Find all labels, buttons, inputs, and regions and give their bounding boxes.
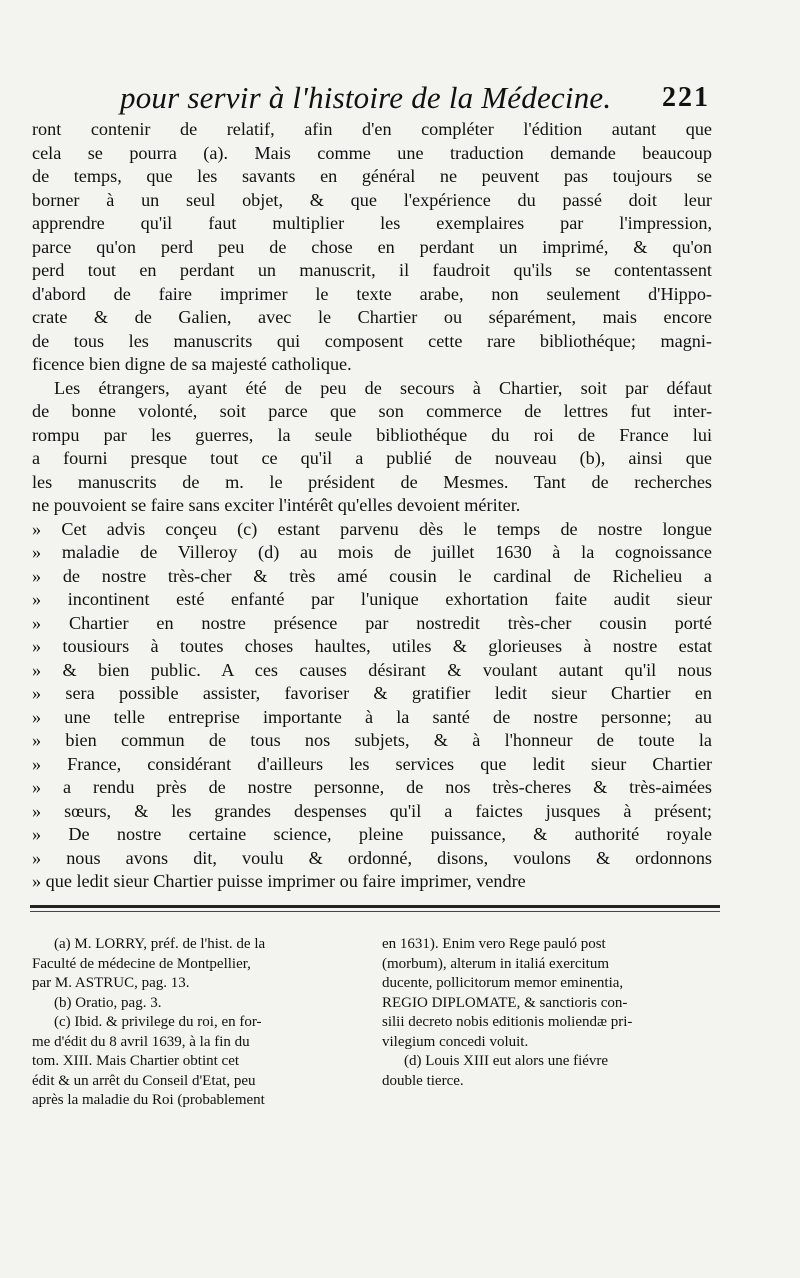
footnote-line: REGIO DIPLOMATE, & sanctioris con- (382, 994, 628, 1011)
text-line: » Chartier en nostre présence par nostredit très-cher cousin porté (32, 612, 712, 633)
footnote-line: vilegium concedi voluit. (382, 1033, 529, 1050)
text-line: » Cet advis conçeu (c) estant parvenu dès le temps de nostre longue (32, 518, 712, 539)
footnote-line: ducente, pollicitorum memor eminentia, (382, 975, 624, 991)
text-line: apprendre qu'il faut multiplier les exemplaires par l'impression, (32, 213, 712, 233)
separator-thin-rule (30, 911, 720, 912)
footnote-line: double tierce. (382, 1072, 464, 1089)
text-line: » France, considérant d'ailleurs les services que ledit sieur Chartier (32, 753, 712, 774)
footnote-line: en 1631). Enim vero Rege pauló post (382, 936, 606, 952)
text-line: crate & de Galien, avec le Chartier ou séparément, mais encore (32, 307, 712, 327)
text-line: d'abord de faire imprimer le texte arabe, non seulement d'Hippo- (32, 283, 712, 304)
text-line: » bien commun de tous nos subjets, & à l'honneur de toute la (32, 730, 712, 750)
footnote-line: (a) M. LORRY, préf. de l'hist. de la (54, 936, 266, 952)
footnotes (32, 935, 722, 1115)
text-line: cela se pourra (a). Mais comme une traduction demande beaucoup (32, 142, 712, 163)
text-line: » & bien public. A ces causes désirant & voulant autant qu'il nous (32, 659, 712, 680)
page-number: 221 (662, 82, 710, 113)
text-line: les manuscrits de m. le président de Mesmes. Tant de recherches (32, 471, 712, 492)
main-text (32, 118, 712, 894)
text-line: » maladie de Villeroy (d) au mois de juillet 1630 à la cognoissance (32, 542, 712, 562)
text-line: de bonne volonté, soit parce que son commerce de lettres fut inter- (32, 401, 712, 421)
footnotes-right-column (382, 935, 710, 1091)
footnote-line: tom. XIII. Mais Chartier obtint cet (32, 1053, 240, 1069)
text-line: ne pouvoient se faire sans exciter l'intérêt qu'elles devoient mériter. (32, 495, 521, 515)
text-line: » De nostre certaine science, pleine puissance, & authorité royale (32, 824, 712, 844)
running-title: pour servir à l'histoire de la Médecine. (120, 80, 612, 115)
footnotes-left-column (32, 935, 360, 1111)
text-line: borner à un seul objet, & que l'expérience du passé doit leur (32, 189, 712, 210)
text-line: » sœurs, & les grandes despenses qu'il a faictes jusques à présent; (32, 800, 712, 821)
text-line: ront contenir de relatif, afin d'en compléter l'édition autant que (32, 119, 712, 139)
text-line: ficence bien digne de sa majesté catholique. (32, 354, 352, 374)
separator-thick-rule (30, 905, 720, 908)
text-line: parce qu'on perd peu de chose en perdant un imprimé, & qu'on (32, 236, 712, 257)
text-line: » que ledit sieur Chartier puisse imprimer ou faire imprimer, vendre (32, 871, 526, 891)
text-line: Les étrangers, ayant été de peu de secours à Chartier, soit par défaut (54, 377, 712, 398)
footnote-line: (b) Oratio, pag. 3. (54, 994, 162, 1011)
footnote-line: silii decreto nobis editionis moliendæ pri- (382, 1014, 633, 1030)
footnote-line: me d'édit du 8 avril 1639, à la fin du (32, 1033, 250, 1050)
footnote-line: par M. ASTRUC, pag. 13. (32, 975, 190, 991)
text-line: » sera possible assister, favoriser & gratifier ledit sieur Chartier en (32, 683, 712, 703)
footnote-line: (d) Louis XIII eut alors une fiévre (404, 1053, 609, 1069)
footnote-separator (30, 905, 720, 912)
footnote-line: (c) Ibid. & privilege du roi, en for- (54, 1014, 262, 1030)
page-header (120, 80, 710, 120)
footnote-line: édit & un arrêt du Conseil d'Etat, peu (32, 1072, 256, 1089)
text-line: de tous les manuscrits qui composent cette rare bibliothéque; magni- (32, 330, 712, 351)
text-line: » a rendu près de nostre personne, de nos très-cheres & très-aimées (32, 777, 712, 797)
footnote-line: (morbum), alterum in italiá exercitum (382, 955, 610, 972)
text-line: de temps, que les savants en général ne peuvent pas toujours se (32, 166, 712, 186)
text-line: » nous avons dit, voulu & ordonné, disons, voulons & ordonnons (32, 847, 712, 868)
text-line: perd tout en perdant un manuscrit, il faudroit qu'ils se contentassent (32, 260, 712, 280)
text-line: » incontinent esté enfanté par l'unique exhortation faite audit sieur (32, 589, 712, 609)
footnote-line: Faculté de médecine de Montpellier, (32, 955, 251, 972)
text-line: » une telle entreprise importante à la santé de nostre personne; au (32, 706, 712, 727)
text-line: a fourni presque tout ce qu'il a publié de nouveau (b), ainsi que (32, 448, 712, 468)
text-line: » de nostre très-cher & très amé cousin le cardinal de Richelieu a (32, 565, 712, 586)
text-line: » tousiours à toutes choses haultes, utiles & glorieuses à nostre estat (32, 636, 712, 656)
text-line: rompu par les guerres, la seule bibliothéque du roi de France lui (32, 424, 712, 445)
footnote-line: après la maladie du Roi (probablement (32, 1092, 265, 1108)
